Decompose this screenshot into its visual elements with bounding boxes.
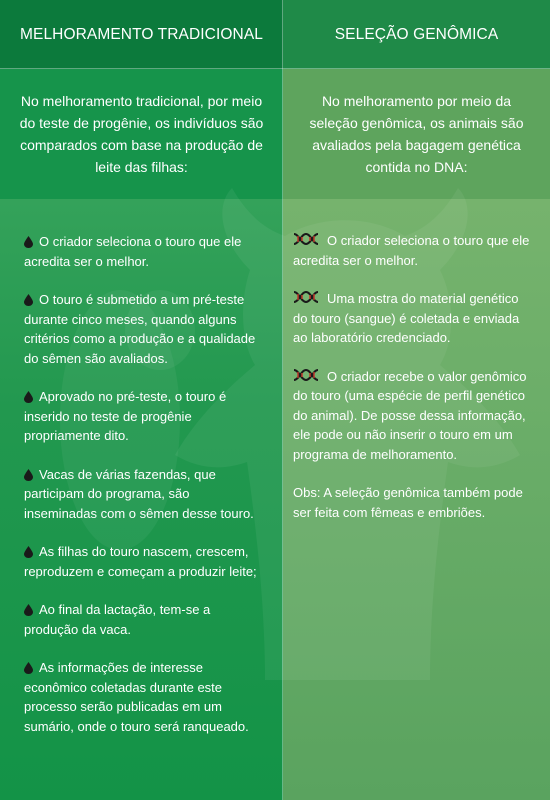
traditional-step-text: Aprovado no pré-teste, o touro é inserido no teste de progênie propriamente dito.: [24, 389, 227, 443]
genomic-intro: No melhoramento por meio da seleção genômica, os animais são avaliados pela bagagem genética contida no DNA:: [283, 69, 550, 199]
traditional-step-text: Vacas de várias fazendas, que participam do programa, são inseminadas com o sêmen desse touro.: [24, 466, 254, 521]
genomic-header: SELEÇÃO GENÔMICA: [283, 0, 550, 69]
traditional-body: [0, 199, 283, 800]
column-divider: [282, 0, 283, 800]
traditional-step-text: As filhas do touro nascem, crescem, reproduzem e começam a produzir leite;: [24, 544, 257, 579]
genomic-column: [283, 0, 550, 800]
genomic-step-text: O criador seleciona o touro que ele acredita ser o melhor.: [293, 233, 530, 268]
header-divider: [0, 68, 550, 69]
genomic-body: [283, 199, 550, 800]
genomic-step-text: O criador recebe o valor genômico do touro (uma espécie de perfil genético do animal). De posse dessa informação, ele pode ou não inserir o touro em um programa de melhoramento.: [293, 368, 527, 462]
traditional-step-text: Ao final da lactação, tem-se a produção da vaca.: [24, 602, 211, 637]
traditional-step-text: O touro é submetido a um pré-teste durante cinco meses, quando alguns critérios como a produção e a qualidade do sêmen são avaliados.: [24, 292, 256, 366]
genomic-observation: Obs: A seleção genômica também pode ser feita com fêmeas e embriões.: [293, 485, 523, 520]
genomic-step-text: Uma mostra do material genético do touro (sangue) é coletada e enviada ao laboratório credenciado.: [293, 291, 520, 345]
traditional-step-text: As informações de interesse econômico coletadas durante este processo serão publicadas em um sumário, onde o touro será ranqueado.: [24, 660, 249, 734]
traditional-header: MELHORAMENTO TRADICIONAL: [0, 0, 283, 69]
traditional-step-text: O criador seleciona o touro que ele acredita ser o melhor.: [24, 234, 242, 269]
traditional-intro: No melhoramento tradicional, por meio do teste de progênie, os indivíduos são comparados com base na produção de leite das filhas:: [0, 69, 283, 199]
